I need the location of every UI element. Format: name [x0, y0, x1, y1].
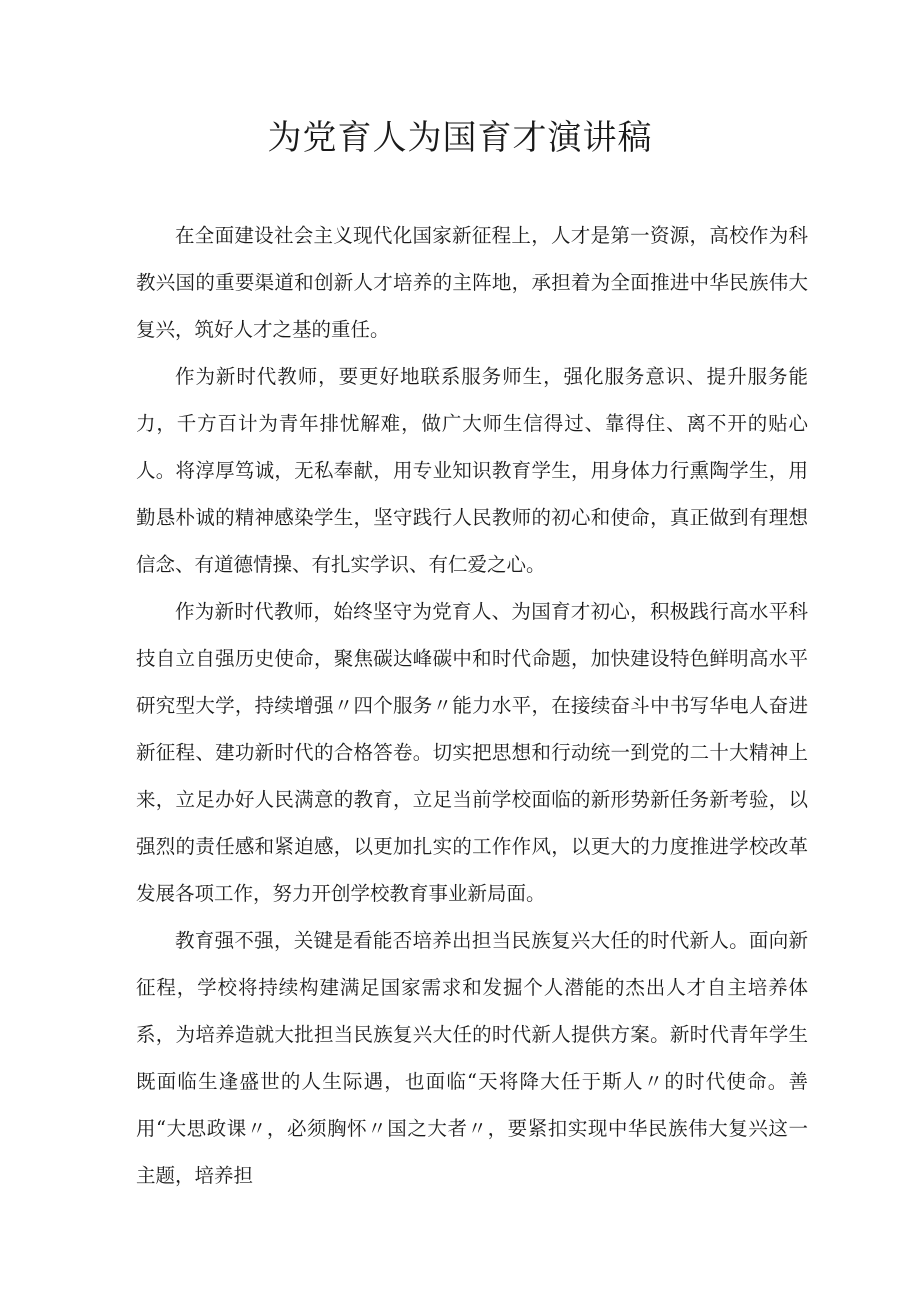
- paragraph-3: 作为新时代教师，始终坚守为党育人、为国育才初心，积极践行高水平科技自立自强历史使命，聚焦碳达峰碳中和时代命题，加快建设特色鲜明高水平研究型大学，持续增强〃四个服务〃能力水平，在接续奋斗中书写华电人奋进新征程、建功新时代的合格答卷。切实把思想和行动统一到党的二十大精神上来，立足办好人民满意的教育，立足当前学校面临的新形势新任务新考验，以强烈的责任感和紧迫感，以更加扎实的工作作风，以更大的力度推进学校改革发展各项工作，努力开创学校教育事业新局面。: [136, 600, 808, 905]
- paragraph-4: 教育强不强，关键是看能否培养出担当民族复兴大任的时代新人。面向新征程，学校将持续构建满足国家需求和发掘个人潜能的杰出人才自主培养体系，为培养造就大批担当民族复兴大任的时代新人提供方案。新时代青年学生既面临生逢盛世的人生际遇，也面临“天将降大任于斯人〃的时代使命。善用“大思政课〃，必须胸怀〃国之大者〃，要紧扣实现中华民族伟大复兴这一主题，培养担: [136, 929, 808, 1187]
- paragraph-1: 在全面建设社会主义现代化国家新征程上，人才是第一资源，高校作为科教兴国的重要渠道和创新人才培养的主阵地，承担着为全面推进中华民族伟大复兴，筑好人才之基的重任。: [136, 224, 808, 341]
- document-body: [136, 212, 808, 1199]
- document-title: 为党育人为国育才演讲稿: [267, 118, 653, 158]
- paragraph-2: 作为新时代教师，要更好地联系服务师生，强化服务意识、提升服务能力，千方百计为青年排忧解难，做广大师生信得过、靠得住、离不开的贴心人。将淳厚笃诚，无私奉献，用专业知识教育学生，用身体力行熏陶学生，用勤恳朴诚的精神感染学生，坚守践行人民教师的初心和使命，真正做到有理想信念、有道德情操、有扎实学识、有仁爱之心。: [136, 365, 808, 576]
